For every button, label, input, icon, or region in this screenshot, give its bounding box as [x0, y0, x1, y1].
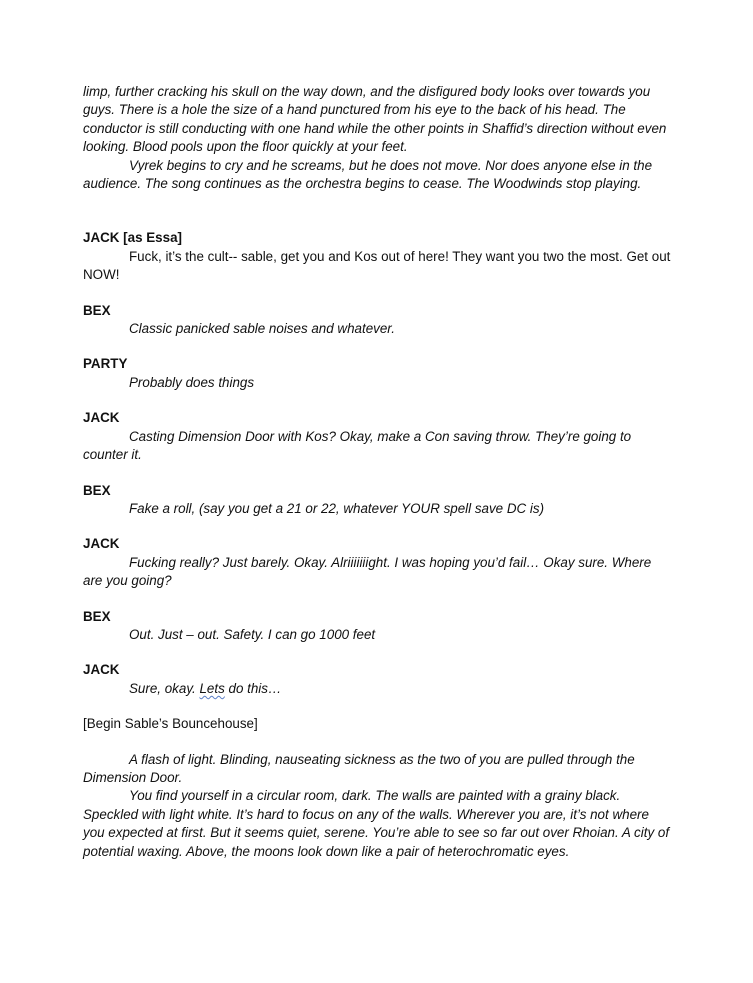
speaker-name: PARTY	[83, 356, 128, 372]
speaker-name: BEX	[83, 302, 111, 318]
speaker-name: BEX	[83, 608, 111, 624]
dialogue-line	[83, 680, 671, 698]
dialogue-block-jack	[83, 661, 671, 698]
dialogue-text: Sure, okay.	[129, 680, 200, 696]
speaker-name: JACK	[83, 410, 120, 426]
narration-paragraph: A flash of light. Blinding, nauseating sickness as the two of you are pulled through the Dimension Door.	[83, 751, 635, 785]
closing-narration	[83, 751, 671, 861]
dialogue-block-jack	[83, 535, 671, 590]
speaker-name: JACK	[83, 536, 120, 552]
spellcheck-flagged-word[interactable]: Lets	[199, 680, 225, 696]
dialogue-block-bex	[83, 302, 671, 339]
dialogue-block-bex	[83, 482, 671, 519]
dialogue-line: Fucking really? Just barely. Okay. Alriiiiiiight. I was hoping you’d fail… Okay sure. Where are you going?	[83, 554, 652, 589]
dialogue-block-bex	[83, 608, 671, 645]
dialogue-block-party	[83, 355, 671, 392]
scene-marker-block	[83, 715, 671, 733]
dialogue-line: Out. Just – out. Safety. I can go 1000 feet	[129, 626, 376, 642]
dialogue-line: Probably does things	[129, 374, 255, 390]
dialogue-text: do this…	[224, 680, 282, 696]
dialogue-line: Casting Dimension Door with Kos? Okay, make a Con saving throw. They’re going to counter it.	[83, 428, 632, 463]
dialogue-block-jack-essa	[83, 229, 671, 284]
narration-paragraph: Vyrek begins to cry and he screams, but he does not move. Nor does anyone else in the audience. The song continues as the orchestra begins to cease. The Woodwinds stop playing.	[83, 157, 653, 192]
speaker-name: JACK	[83, 662, 120, 678]
scene-marker: [Begin Sable’s Bouncehouse]	[83, 716, 258, 732]
dialogue-line: Fake a roll, (say you get a 21 or 22, whatever YOUR spell save DC is)	[129, 500, 545, 516]
speaker-name: JACK [as Essa]	[83, 230, 182, 246]
narration-paragraph: limp, further cracking his skull on the way down, and the disfigured body looks over towards you guys. There is a hole the size of a hand punctured from his eye to the back of his head. The conductor is still conducting with one hand while the other points in Shaffid’s direction without even looking. Blood pools upon the floor quickly at your feet.	[83, 84, 667, 155]
speaker-name: BEX	[83, 482, 111, 498]
dialogue-line: Classic panicked sable noises and whatever.	[129, 321, 395, 337]
dialogue-block-jack	[83, 409, 671, 464]
dialogue-line: Fuck, it’s the cult-- sable, get you and Kos out of here! They want you two the most. Get out NOW!	[83, 248, 671, 283]
narration-paragraph: You find yourself in a circular room, dark. The walls are painted with a grainy black. Speckled with light white. It’s hard to focus on any of the walls. Wherever you are, it’s not where you expected at first. But it seems quiet, serene. You’re able to see so far out over Rhoian. A city of potential waxing. Above, the moons look down like a pair of heterochromatic eyes.	[83, 788, 670, 859]
